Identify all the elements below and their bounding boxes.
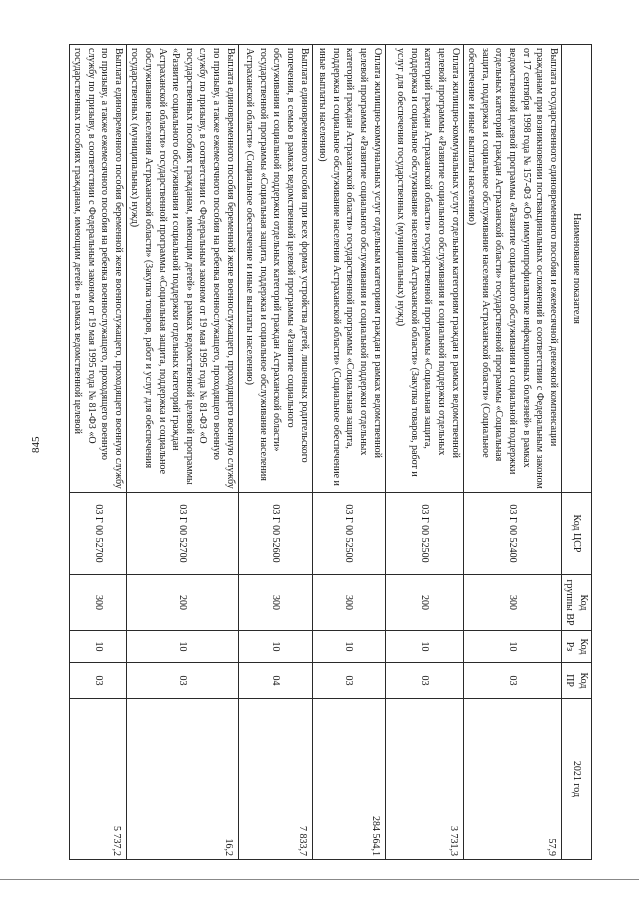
row-pr: 04 [238, 663, 312, 699]
row-pr: 03 [69, 663, 126, 699]
row-rz: 10 [463, 631, 561, 663]
row-rz: 10 [69, 631, 126, 663]
row-vr: 300 [238, 575, 312, 631]
row-description: Оплата жилищно-коммунальных услуг отдельным категориям граждан в рамках ведомственной целевой программы «Развитие социального обслуживания и социальной поддержки отдельных категорий граждан Астраханской области» государственной программы «Социальная защита, поддержка и социальное обслуживание населения Астраханской области» (Социальное обеспечение и иные выплаты населению) [312, 45, 385, 493]
row-description: Выплата единовременного пособия беременной жене военнослужащего, проходящего военную службу по призыву, а также ежемесячного пособия на ребенка военнослужащего, проходящего военную службу по призыву, в соответствии с Федеральным законом от 19 мая 1995 года № 81-ФЗ «О государственных пособиях гражданам, имеющим детей» в рамках ведомственной целевой программы «Развитие социального обслуживания и социальной поддержки отдельных категорий граждан Астраханской области» государственной программы «Социальная защита, поддержка и социальное обслуживание населения Астраханской области» (Закупка товаров, работ и услуг для обеспечения государственных (муниципальных) нужд) [126, 45, 238, 493]
row-vr: 200 [385, 575, 463, 631]
row-value: 57,9 [463, 699, 561, 860]
row-pr: 03 [126, 663, 238, 699]
row-description: Выплата государственного единовременного пособия и ежемесячной денежной компенсации гражданам при возникновении поствакцинальных осложнений в соответствии с Федеральным законом от 17 сентября 1998 года № 157-ФЗ «Об иммунопрофилактике инфекционных болезней» в рамках ведомственной целевой программы «Развитие социального обслуживания и социальной поддержки отдельных категорий граждан Астраханской области» государственной программы «Социальная защита, поддержка и социальное обслуживание населения Астраханской области» (Социальное обеспечение и иные выплаты населению) [463, 45, 561, 493]
row-csr: 03 Г 00 52400 [463, 493, 561, 575]
row-pr: 03 [312, 663, 385, 699]
header-pr: Код ПР [561, 663, 591, 699]
row-csr: 03 Г 00 52600 [238, 493, 312, 575]
row-csr: 03 Г 00 52700 [126, 493, 238, 575]
row-description: Выплата единовременного пособия при всех формах устройства детей, лишенных родительского попечения, в семью в рамках ведомственной целевой программы «Развитие социального обслуживания и социальной поддержки отдельных категорий граждан Астраханской области» государственной программы «Социальная защита, поддержка и социальное обслуживание населения Астраханской области» (Социальное обеспечение и иные выплаты населению) [238, 45, 312, 493]
row-vr: 300 [463, 575, 561, 631]
header-rz: Код Рз [561, 631, 591, 663]
row-vr: 200 [126, 575, 238, 631]
row-description: Выплата единовременного пособия беременной жене военнослужащего, проходящего военную службу по призыву, а также ежемесячного пособия на ребенка военнослужащего, проходящего военную службу по призыву, в соответствии с Федеральным законом от 19 мая 1995 года № 81-ФЗ «О государственных пособиях гражданам, имеющим детей» в рамках ведомственной целевой [69, 45, 126, 493]
row-description: Оплата жилищно-коммунальных услуг отдельным категориям граждан в рамках ведомственной целевой программы «Развитие социального обслуживания и социальной поддержки отдельных категорий граждан Астраханской области» государственной программы «Социальная защита, поддержка и социальное обслуживание населения Астраханской области» (Закупка товаров, работ и услуг для обеспечения государственных (муниципальных) нужд) [385, 45, 463, 493]
table-header-row [561, 45, 591, 860]
row-rz: 10 [385, 631, 463, 663]
header-year: 2021 год [561, 699, 591, 860]
table-row [126, 45, 238, 860]
row-csr: 03 Г 00 52500 [312, 493, 385, 575]
rotated-table-wrapper [72, 44, 592, 859]
row-value: 16,2 [126, 699, 238, 860]
row-rz: 10 [312, 631, 385, 663]
table-row [238, 45, 312, 860]
row-rz: 10 [126, 631, 238, 663]
table-row [312, 45, 385, 860]
page-edge-line [0, 879, 639, 880]
page-number: 845 [30, 436, 42, 453]
row-value: 3 731,3 [385, 699, 463, 860]
row-vr: 300 [312, 575, 385, 631]
row-csr: 03 Г 00 52500 [385, 493, 463, 575]
row-value: 5 737,2 [69, 699, 126, 860]
header-vr: Код группы ВР [561, 575, 591, 631]
header-name: Наименование показателя [561, 45, 591, 493]
row-vr: 300 [69, 575, 126, 631]
row-rz: 10 [238, 631, 312, 663]
row-csr: 03 Г 00 52700 [69, 493, 126, 575]
table-row [69, 45, 126, 860]
budget-table [69, 44, 592, 860]
row-pr: 03 [385, 663, 463, 699]
row-value: 7 833,7 [238, 699, 312, 860]
row-value: 284 564,1 [312, 699, 385, 860]
header-csr: Код ЦСР [561, 493, 591, 575]
table-row [385, 45, 463, 860]
table-row [463, 45, 561, 860]
row-pr: 03 [463, 663, 561, 699]
